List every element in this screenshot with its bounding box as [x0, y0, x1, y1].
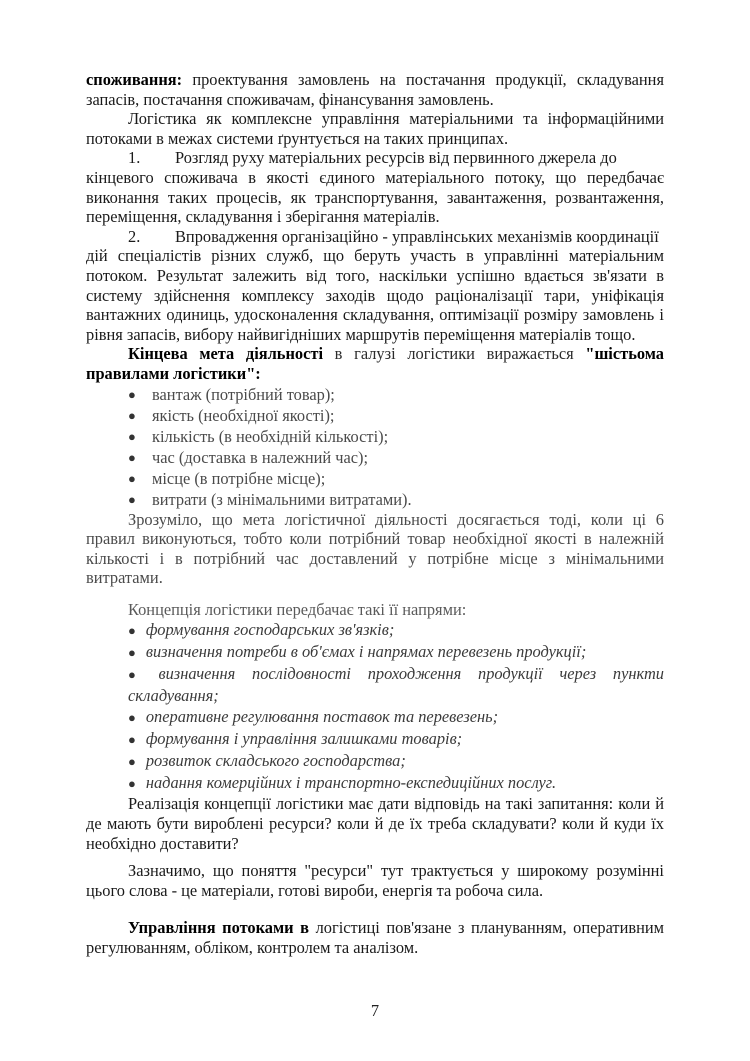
list-item: ● час (доставка в належний час);	[128, 447, 369, 467]
list-item: ● визначення потреби в об'ємах і напрямах перевезень продукції;	[128, 642, 587, 662]
page-number: 7	[370, 1001, 380, 1020]
bold-term-flow-management: Управління потоками в	[128, 918, 310, 938]
bold-term-six-rules: "шістьома правилами логістики":	[86, 344, 664, 383]
bullet-icon: ●	[128, 386, 136, 402]
item-number: 2.	[128, 226, 141, 246]
paragraph-final-goal	[86, 344, 664, 383]
bullet-icon: ●	[128, 710, 136, 726]
bullet-icon: ●	[128, 732, 136, 748]
list-item: ● визначення послідовності проходження продукції через пункти складування;	[128, 664, 665, 706]
bullet-icon: ●	[128, 428, 136, 444]
item-text-first-line: Впровадження організаційно - управлінських механізмів координації	[175, 226, 659, 246]
concept-directions-list	[86, 619, 664, 794]
bullet-icon: ●	[128, 776, 136, 792]
list-item: ● розвиток складського господарства;	[128, 751, 406, 771]
item-number: 1.	[128, 148, 141, 168]
bullet-icon: ●	[128, 645, 136, 661]
paragraph-consumption	[86, 70, 664, 109]
paragraph-flow-management	[86, 918, 664, 957]
bullet-icon: ●	[128, 754, 136, 770]
paragraph-concept-intro: Концепція логістики передбачає такі її напрями:	[128, 599, 467, 619]
bullet-icon: ●	[128, 407, 136, 423]
list-item: ● формування господарських зв'язків;	[128, 620, 395, 640]
list-item: ● якість (необхідної якості);	[128, 405, 335, 425]
item-text-rest: кінцевого споживача в якості єдиного матеріального потоку, що передбачає виконання таких процесів, як транспортування, завантаження, розвантаження, переміщення, складування і зберігання матеріалів.	[86, 167, 664, 227]
bullet-icon: ●	[128, 449, 136, 465]
paragraph-principles-intro: Логістика як комплексне управління матеріальними та інформаційними потоками в межах системи ґрунтується на таких принципах.	[86, 109, 664, 148]
list-item: ● формування і управління залишками товарів;	[128, 729, 463, 749]
numbered-item-2	[86, 227, 664, 345]
list-item: ● вантаж (потрібний товар);	[128, 384, 335, 404]
paragraph-text: в галузі логістики виражається	[323, 344, 586, 364]
list-item: ● кількість (в необхідній кількості);	[128, 426, 389, 446]
bold-term-final-goal: Кінцева мета діяльності	[128, 344, 323, 364]
bullet-icon: ●	[128, 470, 136, 486]
bullet-icon: ●	[128, 491, 136, 507]
paragraph-understood: Зрозуміло, що мета логістичної діяльності досягається тоді, коли ці 6 правил виконуються, тобто коли потрібний товар необхідної якості в належній кількості і в потрібний час доставлений у потрібне місце з мінімальними витратами.	[86, 509, 664, 588]
list-item: ● надання комерційних і транспортно-експедиційних послуг.	[128, 773, 557, 793]
bold-term-consumption: споживання:	[86, 70, 183, 89]
paragraph-realization: Реалізація концепції логістики має дати відповідь на такі запитання: коли й де мають бути вироблені ресурси? коли й де їх треба складувати? коли й куди їх необхідно доставити?	[86, 794, 664, 853]
list-item: ● витрати (з мінімальними витратами).	[128, 489, 412, 509]
bullet-icon: ●	[128, 667, 149, 683]
paragraph-text: проектування замовлень на постачання продукції, складування запасів, постачання споживачам, фінансування замовлень.	[86, 70, 664, 109]
item-text-first-line: Розгляд руху матеріальних ресурсів від первинного джерела до	[175, 148, 617, 168]
item-text-rest: дій спеціалістів різних служб, що беруть участь в управлінні матеріальним потоком. Результат залежить від того, наскільки успішно вдається зв'язати в систему здійснення комплексу заходів щодо раціоналізації тари, уніфікація вантажних одиниць, удосконалення складування, оптимізації розміру замовлень і рівня запасів, вибору найвигідніших маршрутів переміщення матеріалів тощо.	[86, 246, 664, 344]
paragraph-resources: Зазначимо, що поняття "ресурси" тут трактується у широкому розумінні цього слова - це матеріали, готові вироби, енергія та робоча сила.	[86, 861, 664, 900]
paragraph-text: логістиці пов'язане з плануванням, оперативним регулюванням, обліком, контролем та аналізом.	[86, 918, 665, 958]
six-rules-list	[86, 384, 664, 510]
bullet-icon: ●	[128, 623, 136, 639]
list-item: ● місце (в потрібне місце);	[128, 468, 326, 488]
numbered-item-1	[86, 148, 664, 226]
list-item: ● оперативне регулювання поставок та перевезень;	[128, 707, 499, 727]
